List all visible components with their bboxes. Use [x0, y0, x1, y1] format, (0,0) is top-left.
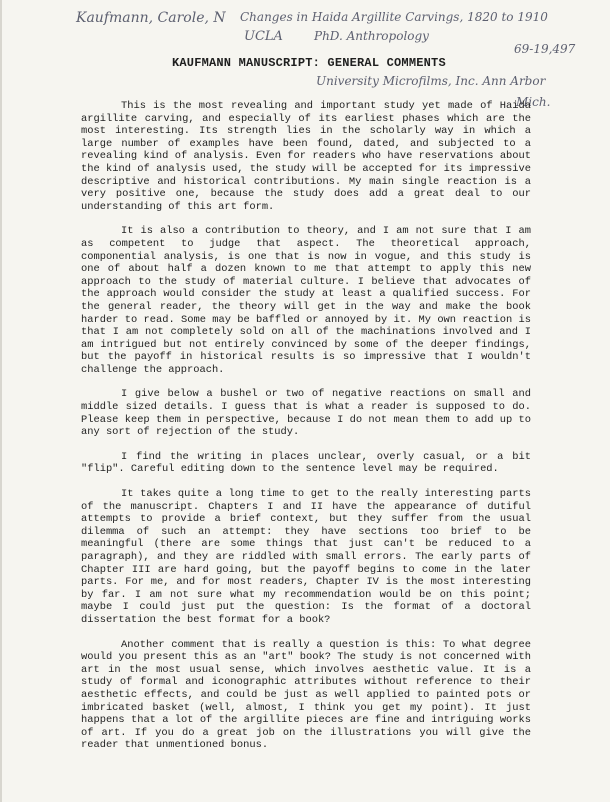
handwritten-publisher-state: Mich.: [516, 95, 551, 109]
paragraph-5: It takes quite a long time to get to the really interesting parts of the manuscript. Chapters I and II have the appearance of dutiful attempts to provide a brief context, but they suffer from the usual dilemma of such an attempt: they have sections too brief to be meaningful (there are some things that just can't be reduced to a paragraph), and they are riddled with small errors. The early parts of Chapter III are hard going, but the payoff begins to come in the later parts. For me, and for most readers, Chapter IV is the most interesting by far. I am not sure what my recommendation would be on this point; maybe I could just put the question: Is the format of a doctoral dissertation the best format for a book?: [81, 488, 531, 626]
paragraph-4: I find the writing in places unclear, overly casual, or a bit "flip". Careful editing down to the sentence level may be required.: [81, 450, 531, 476]
handwritten-institution: UCLA: [244, 29, 283, 44]
document-body: [81, 100, 531, 764]
paragraph-2: It is also a contribution to theory, and I am not sure that I am as competent to judge that aspect. The theoretical approach, componential analysis, is one that is now in vogue, and this study is one of about half a dozen known to me that attempt to apply this new approach to the study of material culture. I believe that advocates of the approach would consider the study at least a qualified success. For the general reader, the theory will get in the way and make the book harder to read. Some may be baffled or annoyed by it. My own reaction is that I am not completely sold on all of the machinations involved and I am intrigued but not entirely convinced by some of the deeper findings, but the payoff in historical results is so impressive that I wouldn't challenge the approach.: [81, 225, 531, 376]
paragraph-6: Another comment that is really a question is this: To what degree would you present this as an "art" book? The study is not concerned with art in the most usual sense, which involves aesthetic value. It is a study of formal and iconographic attributes without reference to their aesthetic effects, and could be just as well applied to painted pots or imbricated basket (well, almost, I think you get my point). It just happens that a lot of the argillite pieces are fine and intriguing works of art. If you do a great job on the illustrations you will give the reader that unmentioned bonus.: [81, 638, 531, 752]
handwritten-author: Kaufmann, Carole, N: [76, 10, 226, 26]
handwritten-dissertation-title: Changes in Haida Argillite Carvings, 1820 to 1910: [240, 10, 548, 24]
handwritten-publisher-note: University Microfilms, Inc. Ann Arbor: [316, 74, 546, 88]
paragraph-3: I give below a bushel or two of negative reactions on small and middle sized details. I guess that is what a reader is supposed to do. Please keep them in perspective, because I do not mean them to add up to any sort of rejection of the study.: [81, 388, 531, 439]
paragraph-1: This is the most revealing and important study yet made of Haida argillite carving, and especially of its earliest phases which are the most interesting. Its strength lies in the scholarly way in which a large number of examples have been found, dated, and subjected to a revealing kind of analysis. Even for readers who have reservations about the kind of analysis used, the study will be accepted for its impressive descriptive and historical contributions. My main single reaction is a very positive one, because the study does add a great deal to our understanding of this art form.: [81, 100, 531, 213]
handwritten-order-number: 69-19,497: [514, 42, 576, 56]
handwritten-degree: PhD. Anthropology: [314, 29, 429, 43]
document-title: KAUFMANN MANUSCRIPT: GENERAL COMMENTS: [172, 56, 446, 70]
